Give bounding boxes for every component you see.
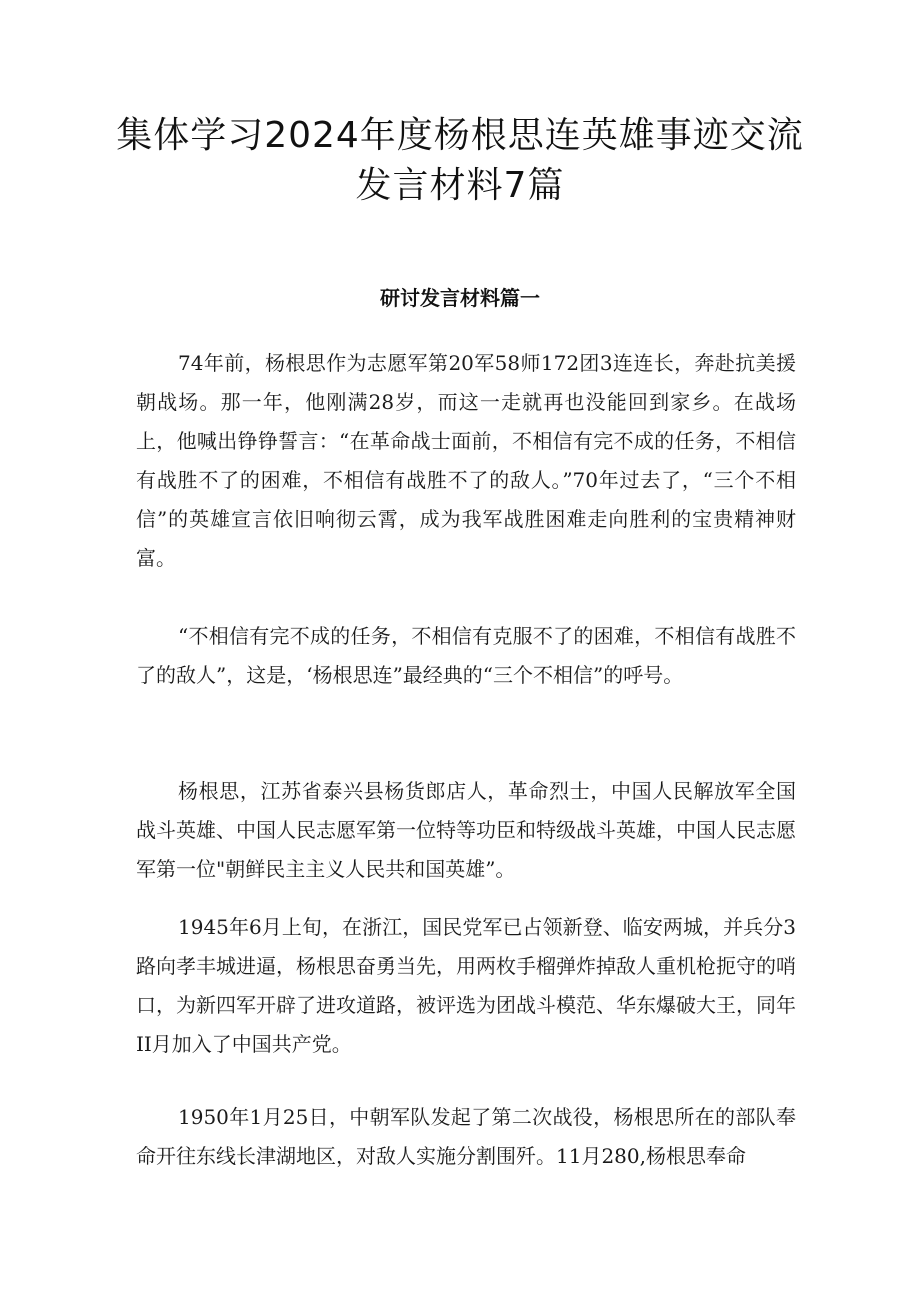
paragraph-4: 1945年6月上旬，在浙江，国民党军已占领新登、临安两城，并兵分3路向孝丰城进逼，杨根思奋勇当先，用两枚手榴弹炸掉敌人重机枪扼守的哨口，为新四军开辟了进攻道路，被评选为团战斗模范、华东爆破大王，同年II月加入了中国共产党。: [136, 915, 796, 1056]
paragraph-5: 1950年1月25日，中朝军队发起了第二次战役，杨根思所在的部队奉命开往东线长津湖地区，对敌人实施分割围歼。11月280,杨根思奉命: [136, 1105, 796, 1168]
paragraph-1: 74年前，杨根思作为志愿军第20军58师172团3连连长，奔赴抗美援朝战场。那一年，他刚满28岁，而这一走就再也没能回到家乡。在战场上，他喊出铮铮誓言：“在革命战士面前，不相信有完不成的任务，不相信有战胜不了的困难，不相信有战胜不了的敌人。”70年过去了，“三个不相信”的英雄宣言依旧响彻云霄，成为我军战胜困难走向胜利的宝贵精神财富。: [136, 351, 796, 570]
document-title-line-1: 集体学习2024年度杨根思连英雄事迹交流: [116, 115, 804, 156]
section-heading: 研讨发言材料篇一: [380, 286, 540, 310]
paragraph-2: “不相信有完不成的任务，不相信有克服不了的困难，不相信有战胜不了的敌人”，这是，‘杨根思连”最经典的“三个不相信”的呼号。: [136, 624, 796, 687]
paragraph-3: 杨根思，江苏省泰兴县杨货郎店人，革命烈士，中国人民解放军全国战斗英雄、中国人民志愿军第一位特等功臣和特级战斗英雄，中国人民志愿军第一位"朝鲜民主主义人民共和国英雄”。: [136, 779, 796, 881]
document-title-line-2: 发言材料7篇: [355, 165, 565, 206]
